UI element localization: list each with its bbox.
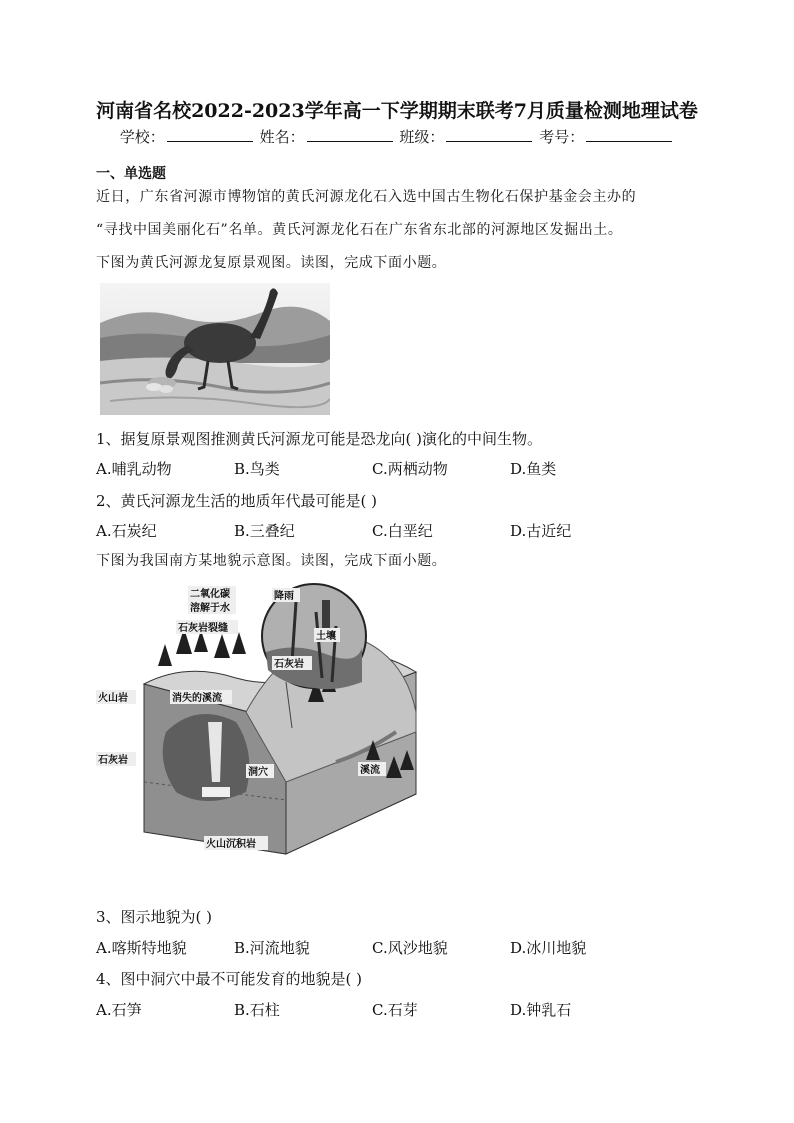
label-rain: 降雨 — [274, 591, 294, 602]
option-d[interactable]: D.古近纪 — [510, 522, 572, 540]
intro-paragraph — [96, 181, 706, 280]
karst-landform-diagram — [96, 582, 426, 894]
page-title: 河南省名校2022-2023学年高一下学期期末联考7月质量检测地理试卷 — [96, 100, 698, 122]
option-a[interactable]: A.石笋 — [96, 1001, 142, 1019]
intro-line: 近日，广东省河源市博物馆的黄氏河源龙化石入选中国古生物化石保护基金会主办的 — [96, 189, 637, 205]
class-blank[interactable] — [446, 127, 532, 142]
label-limestone-left: 石灰岩 — [98, 755, 128, 766]
label-stream: 溪流 — [360, 765, 380, 776]
label-dissolve: 溶解于水 — [190, 603, 230, 614]
section-heading: 一、单选题 — [96, 166, 166, 182]
option-a[interactable]: A.石炭纪 — [96, 522, 157, 540]
dinosaur-reconstruction-figure — [100, 283, 330, 415]
label-cave: 洞穴 — [248, 767, 268, 778]
school-blank[interactable] — [167, 127, 253, 142]
option-c[interactable]: C.两栖动物 — [372, 460, 448, 478]
option-d[interactable]: D.钟乳石 — [510, 1001, 572, 1019]
label-limestone-top: 石灰岩 — [274, 659, 304, 670]
option-b[interactable]: B.河流地貌 — [234, 939, 310, 957]
name-blank[interactable] — [307, 127, 393, 142]
option-a[interactable]: A.喀斯特地貌 — [96, 939, 187, 957]
question-stem: 2、黄氏河源龙生活的地质年代最可能是( ) — [96, 492, 378, 510]
intro-line: “寻找中国美丽化石”名单。黄氏河源龙化石在广东省东北部的河源地区发掘出土。 — [96, 222, 623, 238]
option-d[interactable]: D.冰川地貌 — [510, 939, 587, 957]
label-volcanic-rock: 火山岩 — [98, 693, 128, 704]
figure2-intro — [96, 545, 706, 578]
question-stem: 1、据复原景观图推测黄氏河源龙可能是恐龙向( )演化的中间生物。 — [96, 430, 543, 448]
option-b[interactable]: B.鸟类 — [234, 460, 280, 478]
option-a[interactable]: A.哺乳动物 — [96, 460, 172, 478]
option-b[interactable]: B.石柱 — [234, 1001, 280, 1019]
exam-no-label: 考号： — [539, 128, 585, 146]
label-volcanic-sediment: 火山沉积岩 — [206, 839, 256, 850]
option-b[interactable]: B.三叠纪 — [234, 522, 295, 540]
label-co2: 二氧化碳 — [190, 589, 230, 600]
label-vanishing-stream: 消失的溪流 — [172, 693, 222, 704]
label-soil: 土壤 — [316, 631, 336, 642]
class-label: 班级： — [399, 128, 445, 146]
exam-no-blank[interactable] — [586, 127, 672, 142]
intro-line: 下图为黄氏河源龙复原景观图。读图，完成下面小题。 — [96, 255, 447, 271]
intro-line: 下图为我国南方某地貌示意图。读图，完成下面小题。 — [96, 553, 447, 569]
option-c[interactable]: C.风沙地貌 — [372, 939, 448, 957]
school-label: 学校： — [119, 128, 165, 146]
option-c[interactable]: C.白垩纪 — [372, 522, 433, 540]
question-stem: 3、图示地貌为( ) — [96, 908, 213, 926]
option-c[interactable]: C.石芽 — [372, 1001, 418, 1019]
option-d[interactable]: D.鱼类 — [510, 460, 557, 478]
name-label: 姓名： — [259, 128, 305, 146]
label-limestone-crack: 石灰岩裂缝 — [178, 623, 228, 634]
question-stem: 4、图中洞穴中最不可能发育的地貌是( ) — [96, 970, 363, 988]
student-info-line — [0, 126, 794, 147]
